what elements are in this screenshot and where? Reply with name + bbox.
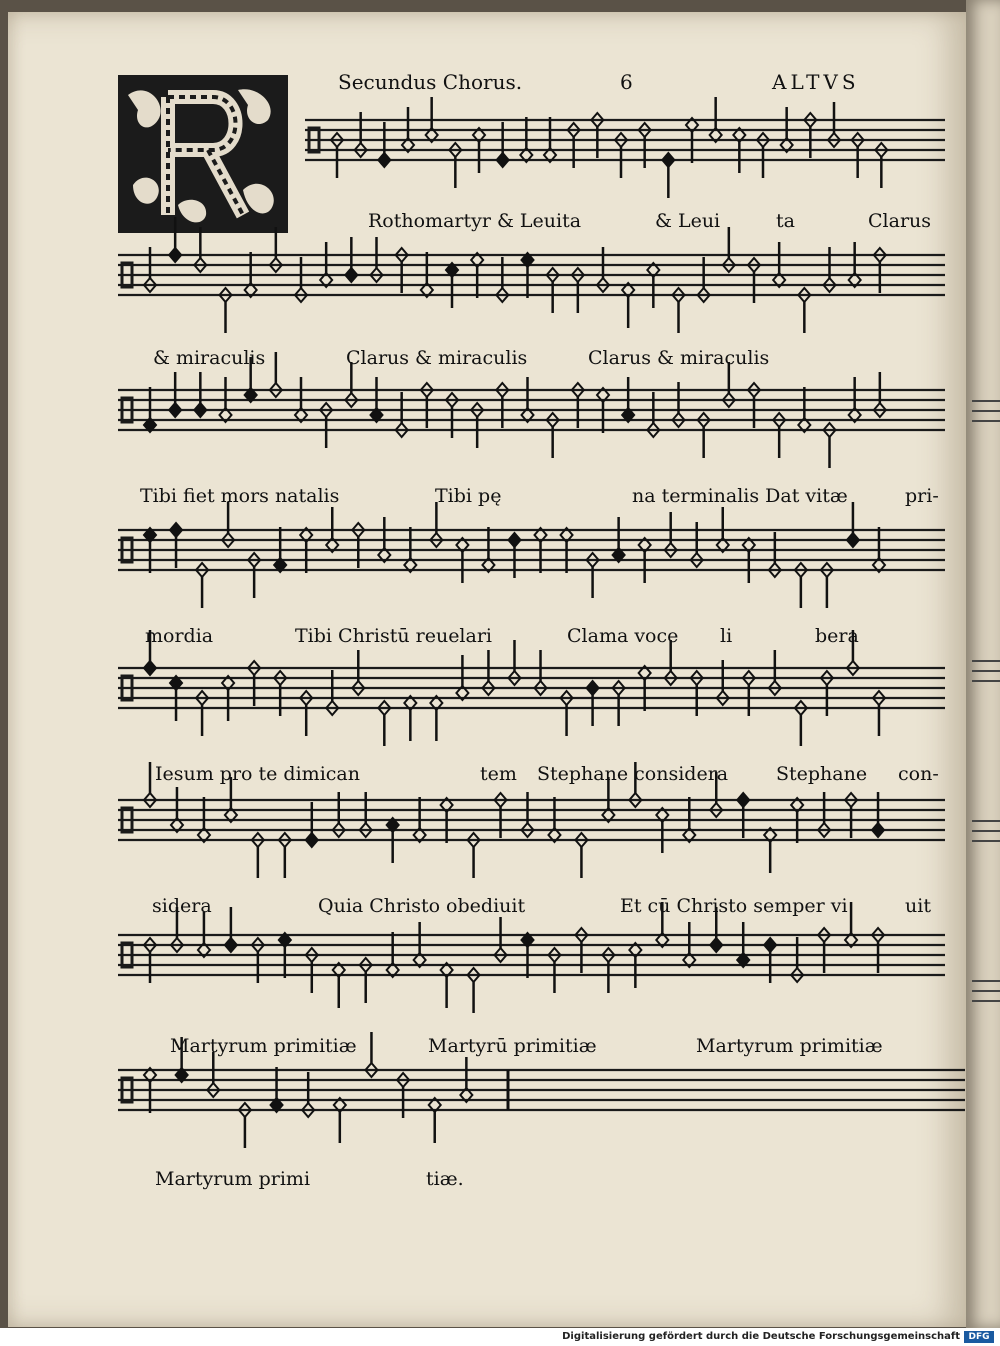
lyric-text: Tibi fiet mors natalis <box>140 485 340 507</box>
lyric-text: mordia <box>145 625 214 647</box>
music-staff <box>118 780 945 860</box>
music-staff <box>118 648 945 728</box>
note-head <box>764 938 776 952</box>
note-head <box>847 533 859 547</box>
note-head <box>497 153 509 167</box>
decorated-initial-r <box>118 75 288 233</box>
lyric-text: Martyrum primitiæ <box>696 1035 883 1057</box>
note-head <box>225 938 237 952</box>
lyric-text: Iesum pro te dimican <box>155 763 360 785</box>
lyric-text: & miraculis <box>153 347 266 369</box>
lyric-text: Clama voce <box>567 625 679 647</box>
note-head <box>378 153 390 167</box>
note-head <box>508 533 520 547</box>
note-head <box>170 523 182 537</box>
note-head <box>306 833 318 847</box>
lyric-text: uit <box>905 895 931 917</box>
lyric-text: Stephane considera <box>537 763 729 785</box>
lyric-text: Tibi Christū reuelari <box>295 625 492 647</box>
note-head <box>710 938 722 952</box>
voice-part-label: ALTVS <box>772 70 860 94</box>
lyric-text: tem <box>480 763 517 785</box>
note-head <box>587 681 599 695</box>
note-head <box>144 661 156 675</box>
note-head <box>169 403 181 417</box>
lyric-text: Clarus & miraculis <box>588 347 770 369</box>
music-staff <box>305 100 945 180</box>
music-staff <box>118 235 945 315</box>
lyric-text: li <box>720 625 733 647</box>
lyric-text: & Leui <box>655 210 721 232</box>
footer-credit: Digitalisierung gefördert durch die Deutsche Forschungsgemeinschaft <box>562 1331 960 1342</box>
lyric-text: Martyrum primi <box>155 1168 311 1190</box>
lyric-text: pri- <box>905 485 939 507</box>
note-head <box>169 248 181 262</box>
music-staff <box>118 370 945 450</box>
music-staff <box>118 510 945 590</box>
lyric-text: Et cū Christo semper vi <box>620 895 848 917</box>
lyric-text: Clarus & miraculis <box>346 347 528 369</box>
lyric-text: con- <box>898 763 939 785</box>
lyric-text: Tibi pę <box>435 485 502 507</box>
lyric-text: na terminalis Dat vitæ <box>632 485 848 507</box>
note-head <box>345 268 357 282</box>
lyric-text: Clarus <box>868 210 932 232</box>
dfg-logo: DFG <box>964 1331 994 1343</box>
note-head <box>737 793 749 807</box>
lyric-text: Quia Christo obediuit <box>318 895 526 917</box>
music-staff <box>118 915 945 995</box>
lyric-text: bera <box>815 625 859 647</box>
lyric-text: Stephane <box>776 763 868 785</box>
lyric-text: Martyrum primitiæ <box>170 1035 357 1057</box>
lyric-text: Martyrū primitiæ <box>428 1035 597 1057</box>
note-head <box>872 823 884 837</box>
page-number: 6 <box>620 70 633 94</box>
chorus-title: Secundus Chorus. <box>338 70 523 94</box>
lyric-text: tiæ. <box>426 1168 464 1190</box>
music-staff <box>118 1050 965 1130</box>
note-head <box>194 403 206 417</box>
lyric-text: sidera <box>152 895 212 917</box>
lyric-text: Rothomartyr & Leuita <box>368 210 582 232</box>
adjacent-page-edge <box>966 0 1000 1328</box>
lyric-text: ta <box>776 210 795 232</box>
note-head <box>662 153 674 167</box>
digitization-footer <box>0 1328 1000 1346</box>
